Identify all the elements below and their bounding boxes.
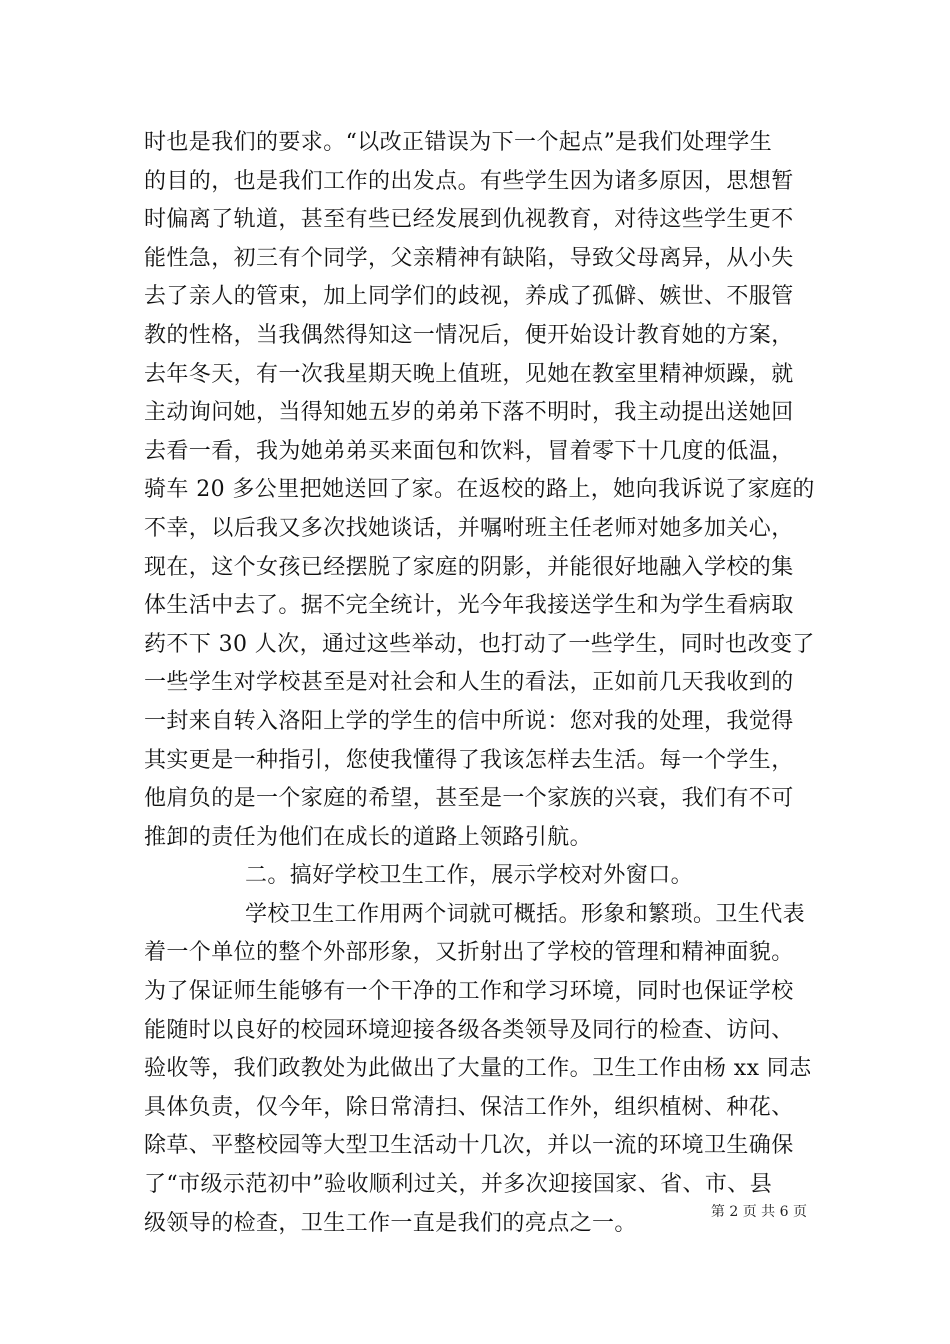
body-line-25: 验收等，我们政教处为此做出了大量的工作。卫生工作由杨 xx 同志: [144, 1056, 812, 1082]
body-line-6: 教的性格，当我偶然得知这一情况后，便开始设计教育她的方案，: [144, 322, 794, 348]
body-line-8: 主动询问她，当得知她五岁的弟弟下落不明时，我主动提出送她回: [144, 400, 794, 426]
body-line-23: 为了保证师生能够有一个干净的工作和学习环境，同时也保证学校: [144, 979, 794, 1005]
body-line-3: 时偏离了轨道，甚至有些已经发展到仇视教育，对待这些学生更不: [144, 207, 794, 233]
body-line-26: 具体负责，仅今年，除日常清扫、保洁工作外，组织植树、种花、: [144, 1094, 794, 1120]
body-line-2: 的目的，也是我们工作的出发点。有些学生因为诸多原因，思想暂: [144, 168, 794, 194]
body-line-15: 一些学生对学校甚至是对社会和人生的看法，正如前几天我收到的: [144, 670, 794, 696]
body-line-10: 骑车 20 多公里把她送回了家。在返校的路上，她向我诉说了家庭的: [144, 477, 815, 503]
body-line-7: 去年冬天，有一次我星期天晚上值班，见她在教室里精神烦躁，就: [144, 361, 794, 387]
body-line-28: 了“市级示范初中”验收顺利过关，并多次迎接国家、省、市、县: [144, 1172, 773, 1198]
body-line-9: 去看一看，我为她弟弟买来面包和饮料，冒着零下十几度的低温，: [144, 438, 794, 464]
body-line-11: 不幸，以后我又多次找她谈话，并嘱咐班主任老师对她多加关心，: [144, 515, 794, 541]
body-line-12: 现在，这个女孩已经摆脱了家庭的阴影，并能很好地融入学校的集: [144, 554, 794, 580]
body-line-17: 其实更是一种指引，您使我懂得了我该怎样去生活。每一个学生，: [144, 747, 794, 773]
body-line-24: 能随时以良好的校园环境迎接各级各类领导及同行的检查、访问、: [144, 1017, 794, 1043]
document-body: [144, 124, 814, 1243]
page-number-footer: 第 2 页 共 6 页: [710, 1204, 807, 1220]
body-line-5: 去了亲人的管束，加上同学们的歧视，养成了孤僻、嫉世、不服管: [144, 284, 794, 310]
body-line-22: 着一个单位的整个外部形象，又折射出了学校的管理和精神面貌。: [144, 940, 794, 966]
section-heading: 二。搞好学校卫生工作，展示学校对外窗口。: [245, 863, 694, 889]
body-line-18: 他肩负的是一个家庭的希望，甚至是一个家族的兴衰，我们有不可: [144, 786, 794, 812]
body-line-27: 除草、平整校园等大型卫生活动十几次，并以一流的环境卫生确保: [144, 1133, 794, 1159]
body-line-19: 推卸的责任为他们在成长的道路上领路引航。: [144, 824, 593, 850]
body-line-16: 一封来自转入洛阳上学的学生的信中所说：您对我的处理，我觉得: [144, 708, 794, 734]
body-line-1: 时也是我们的要求。“以改正错误为下一个起点”是我们处理学生: [144, 130, 773, 155]
body-line-29: 级领导的检查，卫生工作一直是我们的亮点之一。: [144, 1210, 637, 1236]
body-line-4: 能性急，初三有个同学，父亲精神有缺陷，导致父母离异，从小失: [144, 245, 794, 271]
body-line-21: 学校卫生工作用两个词就可概括。形象和繁琐。卫生代表: [245, 901, 806, 927]
body-line-14: 药不下 30 人次，通过这些举动，也打动了一些学生，同时也改变了: [144, 631, 815, 657]
body-line-13: 体生活中去了。据不完全统计，光今年我接送学生和为学生看病取: [144, 593, 794, 619]
